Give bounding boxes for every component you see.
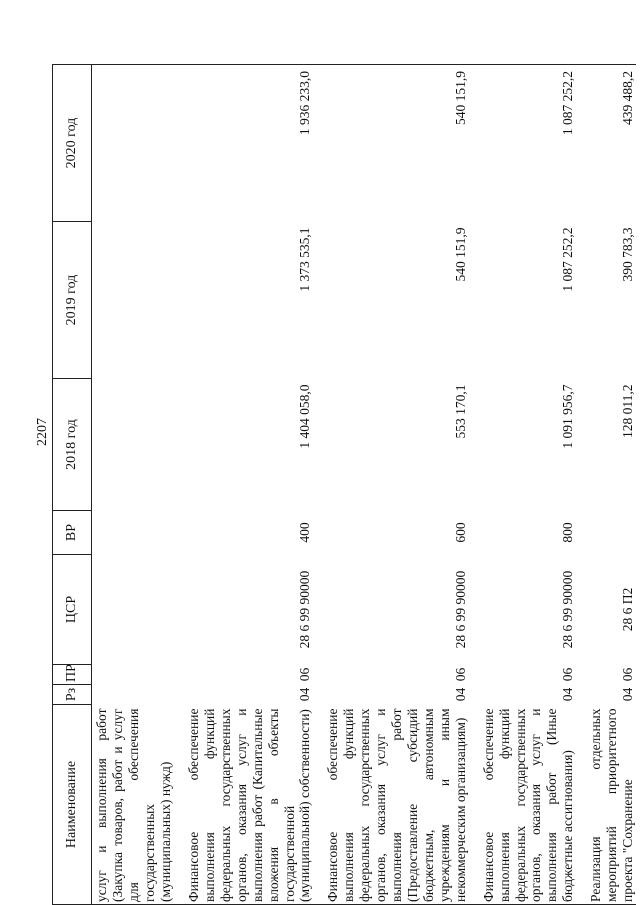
row-2019 [92,222,175,379]
header-rz: Рз [53,685,92,705]
row-pr: 06 [620,667,636,682]
row-csr: 28 6 99 90000 [297,570,313,649]
row-2018 [92,379,175,511]
header-csr: ЦСР [53,555,92,665]
row-name: Финансовое обеспечение выполнения функций федеральных государственных органов, оказания услуг и выполнения работ (Иные бюджетные ассигнования) [469,705,577,905]
row-rz: 04 [297,687,313,702]
header-pr: ПР [53,665,92,685]
row-2020: 1 087 252,2 [469,65,577,222]
row-vr [92,511,175,555]
row-2020 [92,65,175,222]
row-csr: 28 6 99 90000 [560,570,576,649]
row-name: Реализация отдельных мероприятий приоритетного проекта "Сохранение [576,705,636,905]
row-2018: 128 011,2 [620,384,636,438]
row-pr: 06 [560,667,576,682]
header-2019: 2019 год [53,222,92,379]
row-rz: 04 [452,687,468,702]
row-2019: 540 151,9 [452,227,468,282]
row-rz: 04 [560,687,576,702]
header-name: Наименование [53,705,92,905]
row-csr [92,555,175,665]
row-pr: 06 [452,667,468,682]
row-2020: 540 151,9 [313,65,468,222]
row-csr: 28 6 99 90000 [452,570,468,649]
row-vr: 600 [452,522,468,543]
row-vr: 400 [297,522,313,543]
table-row [92,65,175,905]
budget-table [52,64,636,905]
row-name: Финансовое обеспечение выполнения функций федеральных государственных органов, оказания услуг и выполнения работ (Предоставление субсидий бюджетным, автономным учреждениям и иным некоммерческим организациям) [313,705,468,905]
rotated-table-sheet [52,65,636,905]
table-header-row [53,65,92,905]
row-vr [576,511,636,555]
row-csr: 28 6 П2 [620,587,636,632]
row-2019: 1 373 535,1 [297,227,313,292]
row-name: услуг и выполнения работ (Закупка товаров, работ и услуг для обеспечения государственных (муниципальных) нужд) [92,705,175,905]
header-2018: 2018 год [53,379,92,511]
row-2019: 1 087 252,2 [560,227,576,292]
row-2018: 1 404 058,0 [297,384,313,449]
row-2018: 1 091 956,7 [560,384,576,449]
row-2019: 390 783,3 [620,227,636,282]
row-rz: 04 [620,687,636,702]
row-rz [92,685,175,705]
row-2020: 1 936 233,0 [174,65,313,222]
row-2020: 439 488,2 [576,65,636,222]
row-pr [92,665,175,685]
table-row [313,65,468,905]
header-2020: 2020 год [53,65,92,222]
row-name: Финансовое обеспечение выполнения функций федеральных государственных органов, оказания услуг и выполнения работ (Капитальные вложения в объекты государственной (муниципальной) собственности) [174,705,313,905]
row-2018: 553 170,1 [452,384,468,439]
row-pr: 06 [297,667,313,682]
table-row [174,65,313,905]
row-vr: 800 [560,522,576,543]
header-vr: ВР [53,511,92,555]
page-number: 2207 [35,418,50,446]
table-row [576,65,636,905]
table-row [469,65,577,905]
